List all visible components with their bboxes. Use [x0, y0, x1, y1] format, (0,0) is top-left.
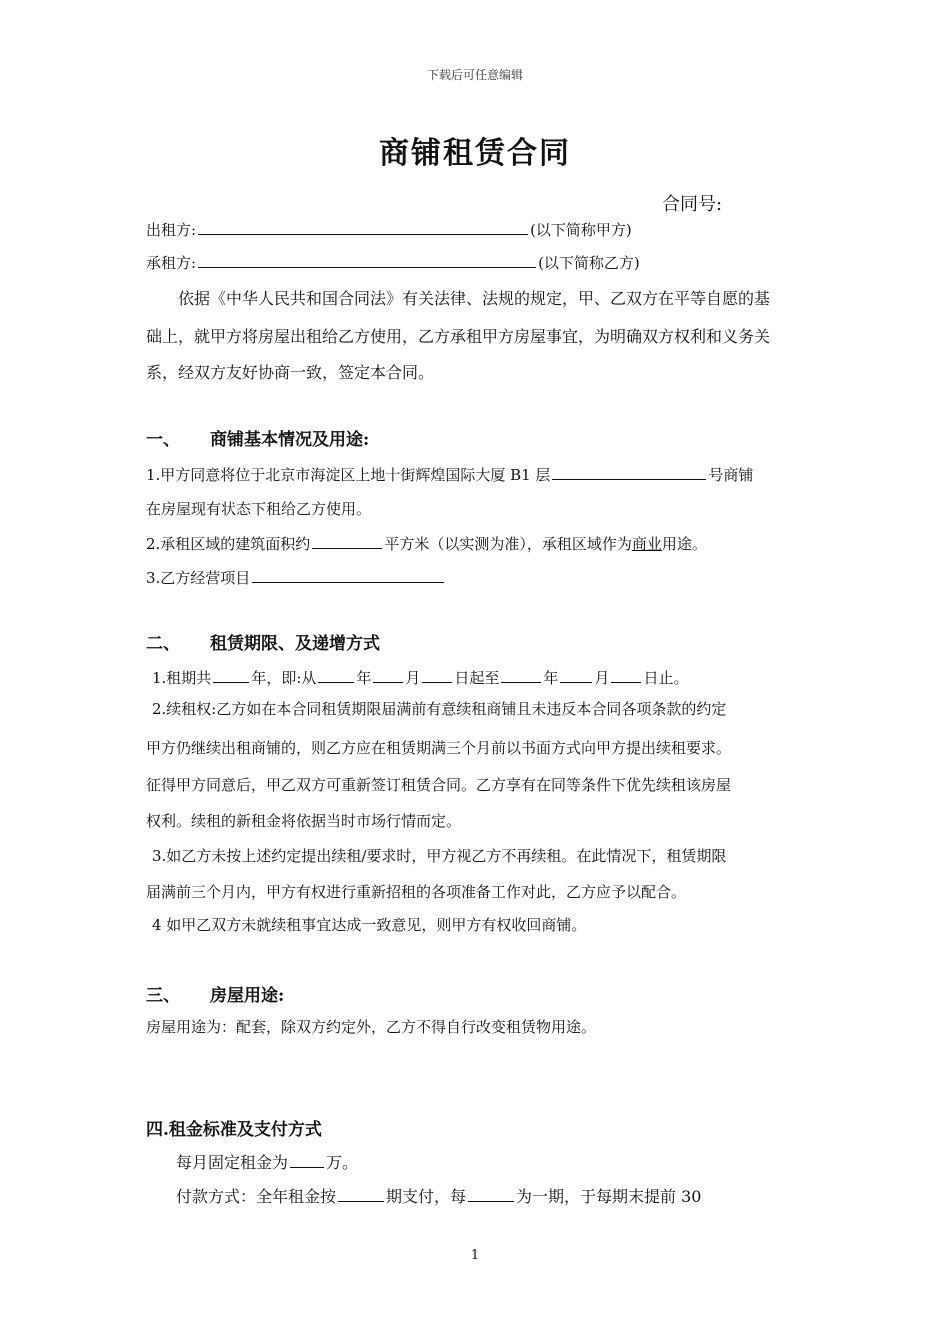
- lease-term-line: [152, 665, 688, 688]
- section-1-item-2: [146, 531, 707, 554]
- rent-label: 每月固定租金为: [176, 1153, 289, 1172]
- start-year-blank: [318, 665, 354, 683]
- end-month-blank: [560, 665, 592, 683]
- payment-suffix: 为一期，于每期末提前 30: [516, 1187, 702, 1206]
- lessee-line: [146, 250, 640, 273]
- lessee-suffix: (以下简称乙方): [538, 254, 640, 272]
- section-2-heading: [146, 629, 380, 654]
- section-1-item-1-cont: 在房屋现有状态下租给乙方使用。: [146, 500, 372, 518]
- payment-mid: 期支付，每: [386, 1187, 467, 1206]
- section-2-title: 租赁期限、及递增方式: [210, 634, 380, 654]
- period-length-blank: [468, 1184, 514, 1202]
- shop-number-blank: [552, 462, 706, 480]
- renew-line-3: 征得甲方同意后，甲乙双方可重新签订租赁合同。乙方享有在同等条件下优先续租该房屋: [146, 776, 732, 794]
- periods-blank: [338, 1184, 384, 1202]
- intro-line-3: 系，经双方友好协商一致，签定本合同。: [146, 363, 435, 382]
- document-title: 商铺租赁合同: [379, 136, 571, 171]
- section-1-item-3: [146, 565, 446, 588]
- usage-commercial: 商业: [631, 535, 662, 553]
- item-1-suffix: 号商铺: [708, 466, 754, 484]
- section-2-number: 二、: [146, 634, 180, 654]
- end-year-blank: [501, 665, 541, 683]
- item-2-mid: 平方米（以实测为准），承租区域作为: [384, 535, 632, 553]
- term-part: 年: [356, 669, 372, 687]
- term-part: 日止。: [643, 669, 689, 687]
- item-2-text: 2.承租区域的建筑面积约: [146, 535, 311, 553]
- years-blank: [213, 665, 249, 683]
- renew-line-4: 权利。续租的新租金将依据当时市场行情而定。: [146, 812, 462, 830]
- lessee-label: 承租方:: [146, 254, 197, 272]
- term-part: 月: [405, 669, 421, 687]
- section-1-number: 一、: [146, 430, 180, 450]
- section-3-text: 房屋用途为：配套，除双方约定外，乙方不得自行改变租赁物用途。: [146, 1018, 597, 1036]
- renew-line-1: 2.续租权:乙方如在本合同租赁期限届满前有意续租商铺且未违反本合同各项条款的约定: [152, 700, 727, 718]
- monthly-rent-line: [176, 1150, 358, 1173]
- contract-number-label: 合同号:: [662, 194, 723, 215]
- lessor-label: 出租方:: [146, 221, 197, 239]
- item-1-text: 1.甲方同意将位于北京市海淀区上地十街辉煌国际大厦 B1 层: [146, 466, 551, 484]
- no-renew-line-1: 3.如乙方未按上述约定提出续租/要求时，甲方视乙方不再续租。在此情况下，租赁期限: [152, 847, 727, 865]
- business-blank: [252, 565, 444, 583]
- lessor-suffix: (以下简称甲方): [530, 221, 632, 239]
- item-2-suffix: 用途。: [661, 535, 707, 553]
- section-2-item-4: 4 如甲乙双方未就续租事宜达成一致意见，则甲方有权收回商铺。: [152, 916, 587, 934]
- lessor-blank: [198, 217, 528, 235]
- section-4-heading: 四.租金标准及支付方式: [146, 1120, 322, 1140]
- item-3-text: 3.乙方经营项目: [146, 569, 251, 587]
- term-part: 年，即:从: [251, 669, 317, 687]
- intro-line-1: 依据《中华人民共和国合同法》有关法律、法规的规定，甲、乙双方在平等自愿的基: [178, 289, 771, 308]
- term-part: 日起至: [454, 669, 500, 687]
- rent-blank: [290, 1150, 324, 1168]
- lessee-blank: [198, 250, 536, 268]
- payment-line: [176, 1184, 701, 1207]
- area-blank: [312, 531, 382, 549]
- intro-line-2: 础上，就甲方将房屋出租给乙方使用，乙方承租甲方房屋事宜，为明确双方权利和义务关: [146, 327, 771, 346]
- section-3-title: 房屋用途:: [210, 986, 285, 1006]
- payment-label: 付款方式：全年租金按: [176, 1187, 337, 1206]
- term-part: 1.租期共: [152, 669, 212, 687]
- section-1-title: 商铺基本情况及用途:: [210, 430, 370, 450]
- start-month-blank: [373, 665, 403, 683]
- no-renew-line-2: 届满前三个月内，甲方有权进行重新招租的各项准备工作对此，乙方应予以配合。: [146, 883, 687, 901]
- section-1-heading: [146, 425, 369, 450]
- term-part: 年: [543, 669, 559, 687]
- section-3-heading: [146, 981, 284, 1006]
- start-day-blank: [422, 665, 452, 683]
- term-part: 月: [594, 669, 610, 687]
- section-1-item-1: [146, 462, 753, 485]
- lessor-line: [146, 217, 632, 240]
- header-note: 下载后可任意编辑: [426, 68, 523, 82]
- page-number: 1: [470, 1248, 480, 1263]
- section-3-number: 三、: [146, 986, 180, 1006]
- rent-unit: 万。: [326, 1153, 359, 1172]
- renew-line-2: 甲方仍继续出租商铺的，则乙方应在租赁期满三个月前以书面方式向甲方提出续租要求。: [146, 739, 732, 757]
- end-day-blank: [611, 665, 641, 683]
